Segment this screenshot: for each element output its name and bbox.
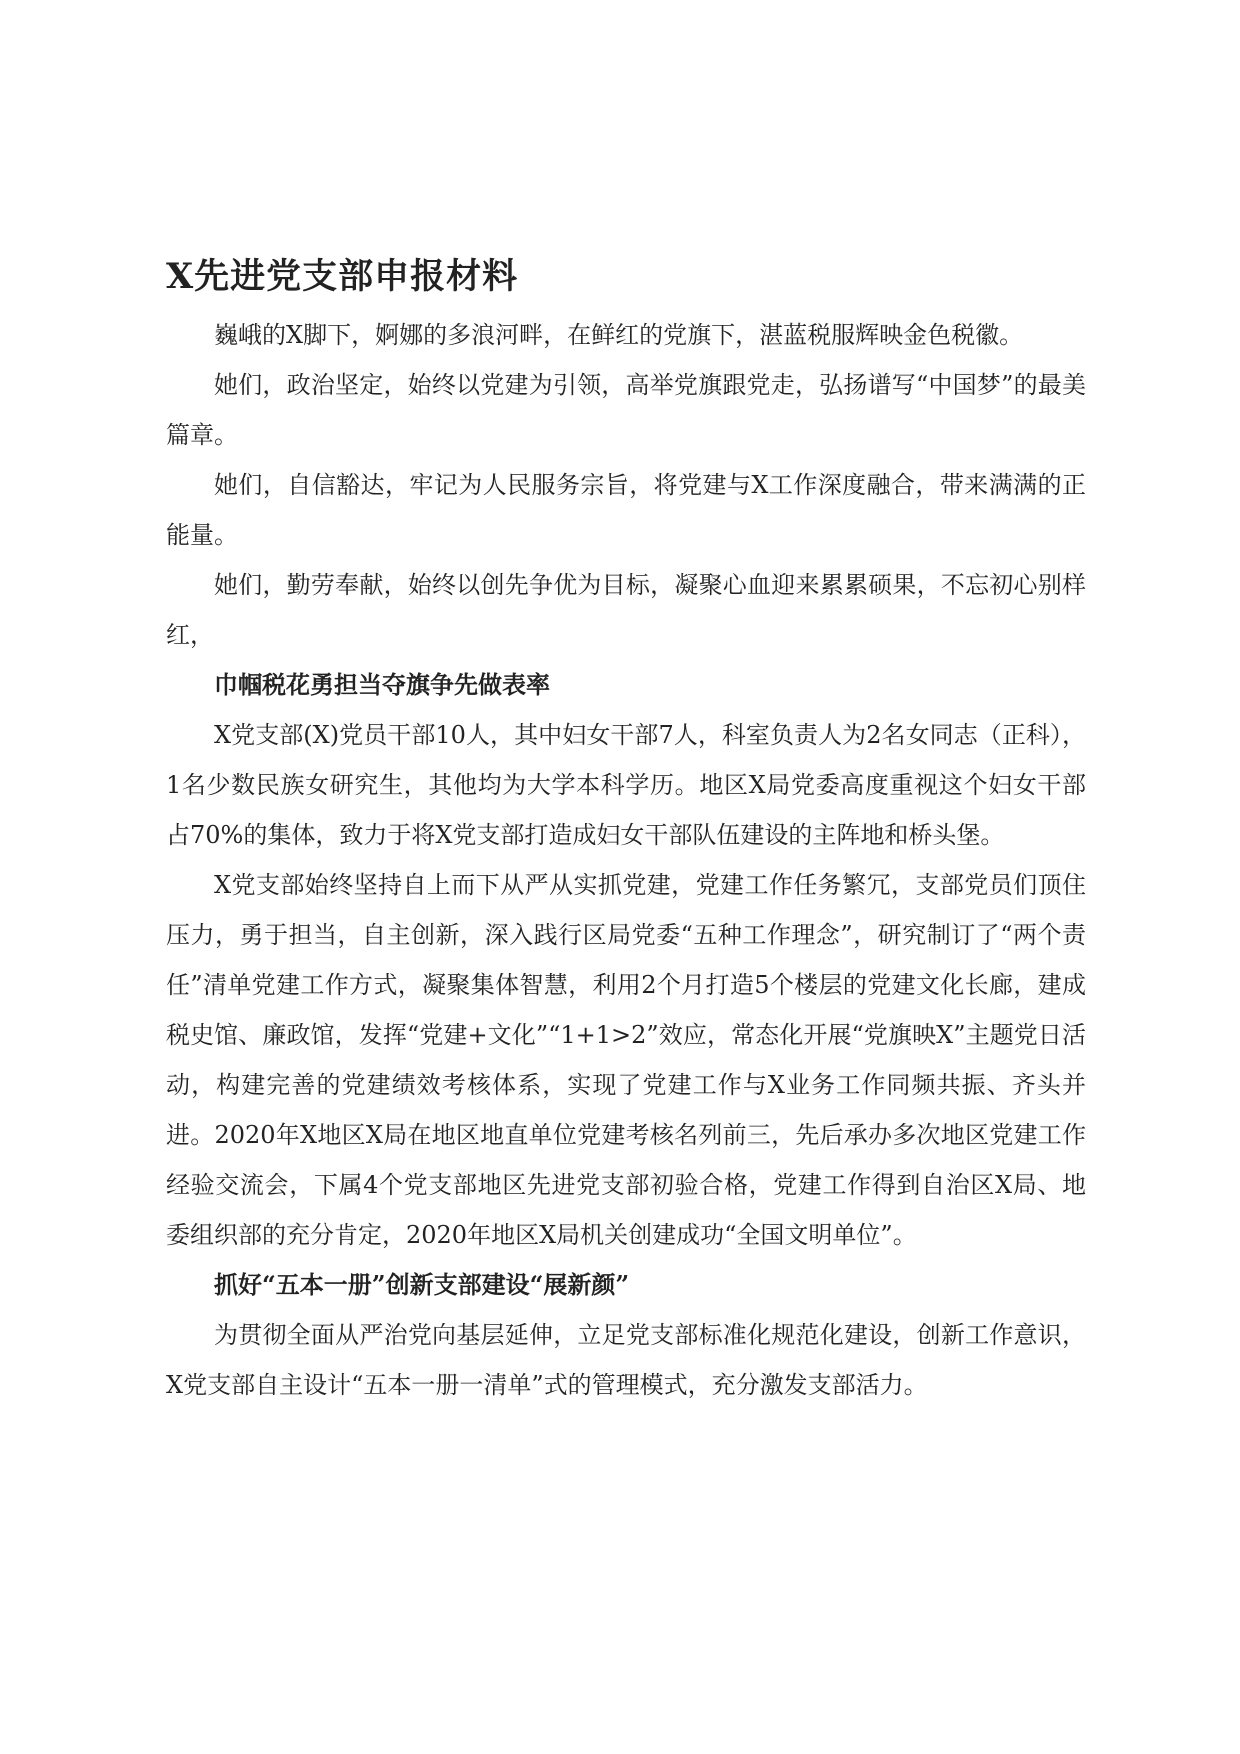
document-body bbox=[166, 252, 1086, 1410]
section-heading: 抓好“五本一册”创新支部建设“展新颜” bbox=[214, 1270, 630, 1299]
body-paragraph: X党支部始终坚持自上而下从严从实抓党建，党建工作任务繁冗，支部党员们顶住压力，勇于担当，自主创新，深入践行区局党委“五种工作理念”，研究制订了“两个责任”清单党建工作方式，凝聚集体智慧，利用2个月打造5个楼层的党建文化长廊，建成税史馆、廉政馆，发挥“党建+文化”“1+1>2”效应，常态化开展“党旗映X”主题党日活动，构建完善的党建绩效考核体系，实现了党建工作与X业务工作同频共振、齐头并进。2020年X地区X局在地区地直单位党建考核名列前三，先后承办多次地区党建工作经验交流会，下属4个党支部地区先进党支部初验合格，党建工作得到自治区X局、地委组织部的充分肯定，2020年地区X局机关创建成功“全国文明单位”。 bbox=[166, 871, 1086, 1249]
intro-paragraph: 她们，勤劳奉献，始终以创先争优为目标，凝聚心血迎来累累硕果，不忘初心别样红， bbox=[166, 571, 1086, 649]
intro-paragraph: 她们，政治坚定，始终以党建为引领，高举党旗跟党走，弘扬谱写“中国梦”的最美篇章。 bbox=[166, 371, 1086, 449]
document-title: X先进党支部申报材料 bbox=[166, 256, 519, 297]
body-paragraph: X党支部(X)党员干部10人，其中妇女干部7人，科室负责人为2名女同志（正科），1名少数民族女研究生，其他均为大学本科学历。地区X局党委高度重视这个妇女干部占70%的集体，致力于将X党支部打造成妇女干部队伍建设的主阵地和桥头堡。 bbox=[166, 721, 1086, 849]
body-paragraph: 为贯彻全面从严治党向基层延伸，立足党支部标准化规范化建设，创新工作意识，X党支部自主设计“五本一册一清单”式的管理模式，充分激发支部活力。 bbox=[166, 1321, 1086, 1399]
intro-paragraph: 巍峨的X脚下，婀娜的多浪河畔，在鲜红的党旗下，湛蓝税服辉映金色税徽。 bbox=[214, 321, 1024, 349]
intro-paragraph: 她们，自信豁达，牢记为人民服务宗旨，将党建与X工作深度融合，带来满满的正能量。 bbox=[166, 471, 1086, 549]
section-heading: 巾帼税花勇担当夺旗争先做表率 bbox=[214, 670, 550, 699]
